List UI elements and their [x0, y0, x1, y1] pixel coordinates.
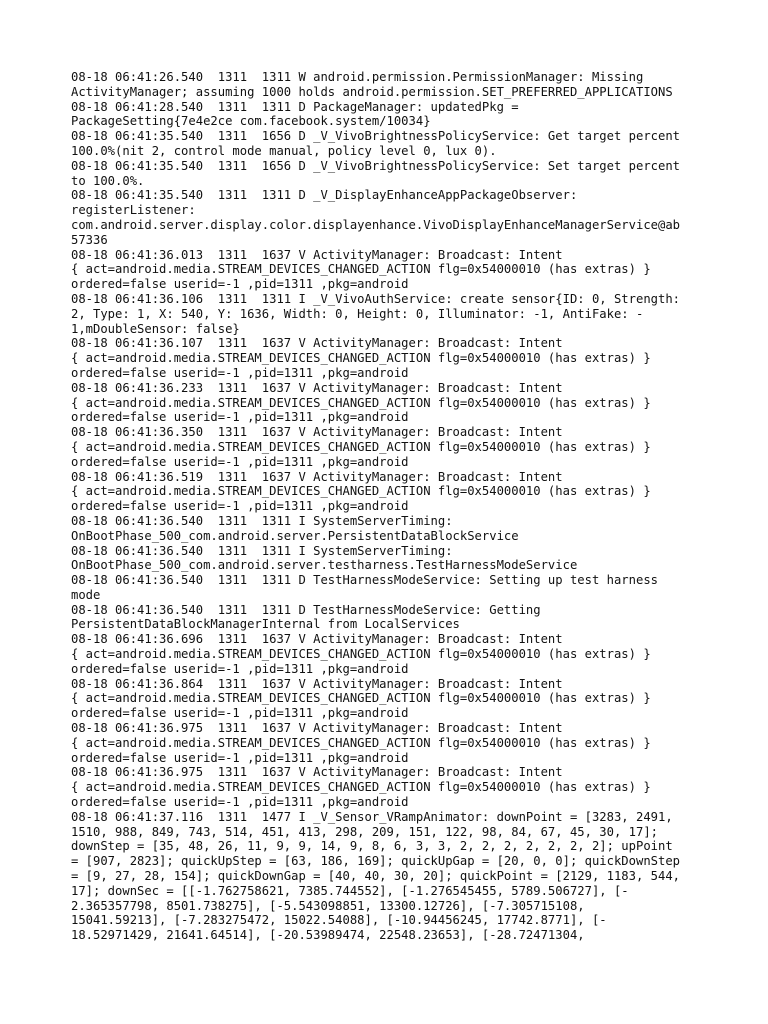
- log-line: downStep = [35, 48, 26, 11, 9, 9, 14, 9, 8, 6, 3, 3, 2, 2, 2, 2, 2, 2, 2]; upPoint: [71, 839, 673, 854]
- log-line: ordered=false userid=-1 ,pid=1311 ,pkg=android: [71, 706, 409, 721]
- log-line: = [907, 2823]; quickUpStep = [63, 186, 169]; quickUpGap = [20, 0, 0]; quickDownStep: [71, 854, 681, 869]
- log-line: 08-18 06:41:35.540 1311 1311 D _V_DisplayEnhanceAppPackageObserver:: [71, 188, 578, 203]
- log-line: { act=android.media.STREAM_DEVICES_CHANGED_ACTION flg=0x54000010 (has extras) }: [71, 439, 651, 454]
- log-line: 08-18 06:41:36.519 1311 1637 V ActivityManager: Broadcast: Intent: [71, 469, 563, 484]
- log-line: ordered=false userid=-1 ,pid=1311 ,pkg=android: [71, 365, 409, 380]
- log-line: PersistentDataBlockManagerInternal from LocalServices: [71, 617, 460, 632]
- log-line: ordered=false userid=-1 ,pid=1311 ,pkg=android: [71, 277, 409, 292]
- log-line: ordered=false userid=-1 ,pid=1311 ,pkg=android: [71, 750, 409, 765]
- log-line: ordered=false userid=-1 ,pid=1311 ,pkg=android: [71, 795, 409, 810]
- log-line: 08-18 06:41:36.864 1311 1637 V ActivityManager: Broadcast: Intent: [71, 676, 563, 691]
- log-line: to 100.0%.: [71, 173, 145, 188]
- log-line: ordered=false userid=-1 ,pid=1311 ,pkg=android: [71, 499, 409, 514]
- log-line: 1,mDoubleSensor: false}: [71, 321, 240, 336]
- log-line: 08-18 06:41:36.540 1311 1311 D TestHarnessModeService: Setting up test harness: [71, 573, 658, 588]
- log-line: { act=android.media.STREAM_DEVICES_CHANGED_ACTION flg=0x54000010 (has extras) }: [71, 647, 651, 662]
- log-line: 2, Type: 1, X: 540, Y: 1636, Width: 0, Height: 0, Illuminator: -1, AntiFake: -: [71, 306, 644, 321]
- log-line: 08-18 06:41:26.540 1311 1311 W android.permission.PermissionManager: Missing: [71, 70, 644, 84]
- log-line: ordered=false userid=-1 ,pid=1311 ,pkg=android: [71, 661, 409, 676]
- log-line: 08-18 06:41:35.540 1311 1656 D _V_VivoBrightnessPolicyService: Get target percent: [71, 129, 681, 144]
- log-line: { act=android.media.STREAM_DEVICES_CHANGED_ACTION flg=0x54000010 (has extras) }: [71, 351, 651, 366]
- log-line: = [9, 27, 28, 154]; quickDownGap = [40, 40, 30, 20]; quickPoint = [2129, 1183, 544,: [71, 869, 681, 884]
- log-line: { act=android.media.STREAM_DEVICES_CHANGED_ACTION flg=0x54000010 (has extras) }: [71, 691, 651, 706]
- log-line: ordered=false userid=-1 ,pid=1311 ,pkg=android: [71, 410, 409, 425]
- log-line: 08-18 06:41:36.013 1311 1637 V ActivityManager: Broadcast: Intent: [71, 247, 563, 262]
- log-line: 1510, 988, 849, 743, 514, 451, 413, 298, 209, 151, 122, 98, 84, 67, 45, 30, 17];: [71, 824, 658, 839]
- log-line: 08-18 06:41:36.975 1311 1637 V ActivityManager: Broadcast: Intent: [71, 765, 563, 780]
- log-line: 100.0%(nit 2, control mode manual, policy level 0, lux 0).: [71, 143, 497, 158]
- log-line: 08-18 06:41:28.540 1311 1311 D PackageManager: updatedPkg =: [71, 99, 519, 114]
- log-line: PackageSetting{7e4e2ce com.facebook.system/10034}: [71, 114, 431, 129]
- log-line: 08-18 06:41:36.540 1311 1311 I SystemServerTiming:: [71, 513, 453, 528]
- log-line: mode: [71, 587, 101, 602]
- log-line: 08-18 06:41:37.116 1311 1477 I _V_Sensor_VRampAnimator: downPoint = [3283, 2491,: [71, 809, 673, 824]
- log-line: { act=android.media.STREAM_DEVICES_CHANGED_ACTION flg=0x54000010 (has extras) }: [71, 395, 651, 410]
- log-line: OnBootPhase_500_com.android.server.PersistentDataBlockService: [71, 528, 519, 543]
- log-document: [71, 70, 701, 943]
- log-line: 2.365357798, 8501.738275], [-5.543098851, 13300.12726], [-7.305715108,: [71, 898, 585, 913]
- log-line: { act=android.media.STREAM_DEVICES_CHANGED_ACTION flg=0x54000010 (has extras) }: [71, 735, 651, 750]
- log-line: { act=android.media.STREAM_DEVICES_CHANGED_ACTION flg=0x54000010 (has extras) }: [71, 262, 651, 277]
- log-line: { act=android.media.STREAM_DEVICES_CHANGED_ACTION flg=0x54000010 (has extras) }: [71, 780, 651, 795]
- log-line: 15041.59213], [-7.283275472, 15022.54088], [-10.94456245, 17742.8771], [-: [71, 913, 607, 928]
- log-line: { act=android.media.STREAM_DEVICES_CHANGED_ACTION flg=0x54000010 (has extras) }: [71, 484, 651, 499]
- log-line: 17]; downSec = [[-1.762758621, 7385.744552], [-1.276545455, 5789.506727], [-: [71, 883, 629, 898]
- log-line: 08-18 06:41:35.540 1311 1656 D _V_VivoBrightnessPolicyService: Set target percent: [71, 158, 681, 173]
- log-line: 57336: [71, 232, 108, 247]
- log-line: 08-18 06:41:36.350 1311 1637 V ActivityManager: Broadcast: Intent: [71, 425, 563, 440]
- log-line: 08-18 06:41:36.540 1311 1311 I SystemServerTiming:: [71, 543, 453, 558]
- log-line: com.android.server.display.color.displayenhance.VivoDisplayEnhanceManagerService@ab: [71, 217, 681, 232]
- log-line: 08-18 06:41:36.975 1311 1637 V ActivityManager: Broadcast: Intent: [71, 721, 563, 736]
- log-line: ordered=false userid=-1 ,pid=1311 ,pkg=android: [71, 454, 409, 469]
- log-line: registerListener:: [71, 203, 196, 218]
- log-line: 08-18 06:41:36.540 1311 1311 D TestHarnessModeService: Getting: [71, 602, 541, 617]
- log-line: OnBootPhase_500_com.android.server.testharness.TestHarnessModeService: [71, 558, 578, 573]
- log-line: 08-18 06:41:36.233 1311 1637 V ActivityManager: Broadcast: Intent: [71, 380, 563, 395]
- log-line: 08-18 06:41:36.106 1311 1311 I _V_VivoAuthService: create sensor{ID: 0, Strength:: [71, 291, 681, 306]
- log-line: ActivityManager; assuming 1000 holds android.permission.SET_PREFERRED_APPLICATIONS: [71, 84, 673, 99]
- log-line: 18.52971429, 21641.64514], [-20.53989474, 22548.23653], [-28.72471304,: [71, 928, 585, 943]
- log-line: 08-18 06:41:36.696 1311 1637 V ActivityManager: Broadcast: Intent: [71, 632, 563, 647]
- log-line: 08-18 06:41:36.107 1311 1637 V ActivityManager: Broadcast: Intent: [71, 336, 563, 351]
